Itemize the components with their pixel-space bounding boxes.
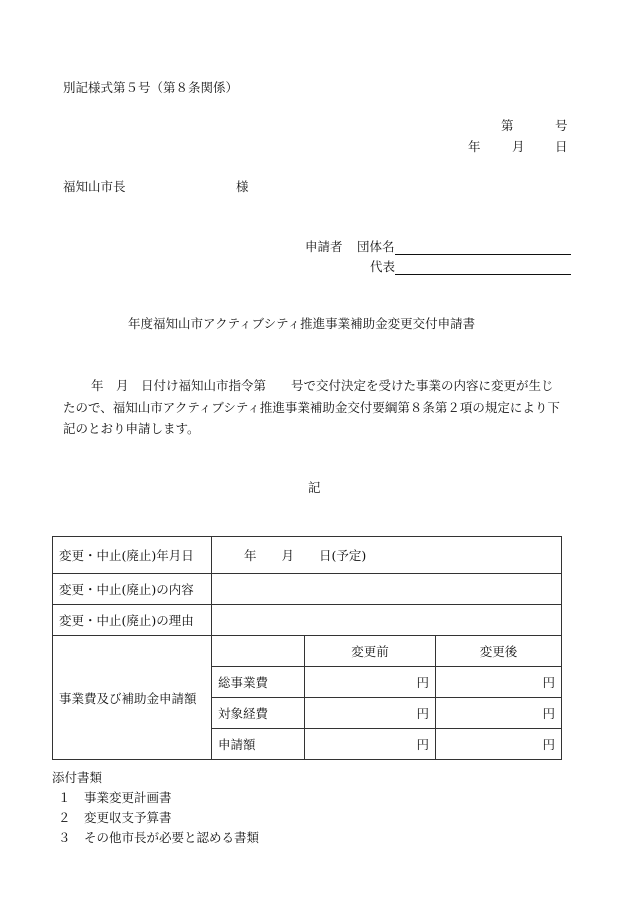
date-year: 年 — [468, 139, 481, 154]
addressee-sama: 様 — [236, 179, 249, 194]
row2-value[interactable] — [212, 574, 562, 605]
row2-label: 変更・中止(廃止)の内容 — [53, 574, 212, 605]
item-num: ３ — [58, 830, 71, 845]
cost-row-label: 対象経費 — [212, 698, 305, 729]
number-go: 号 — [555, 118, 568, 133]
ki-label: 記 — [308, 480, 321, 495]
cost-after-cell[interactable]: 円 — [436, 698, 562, 729]
number-dai: 第 — [501, 118, 514, 133]
item-text: その他市長が必要と認める書類 — [84, 830, 260, 845]
list-item — [52, 808, 259, 828]
document-title: 年度福知山市アクティブシティ推進事業補助金変更交付申請書 — [128, 316, 476, 331]
body-text: 年 月 日付け福知山市指令第 号で交付決定を受けた事業の内容に変更が生じたので、福知山市アクティブシティ推進事業補助金交付要綱第８条第２項の規定により下記のとおり申請します。 — [63, 378, 560, 436]
rep-label: 代表 — [370, 259, 396, 274]
table-row — [53, 574, 562, 605]
org-label: 団体名 — [357, 239, 395, 254]
addressee-name: 福知山市長 — [63, 179, 126, 194]
cost-after-cell[interactable]: 円 — [436, 667, 562, 698]
cost-label: 事業費及び補助金申請額 — [53, 636, 212, 760]
table-row — [53, 636, 562, 667]
form-id: 別記様式第５号（第８条関係） — [63, 80, 239, 95]
row3-value[interactable] — [212, 605, 562, 636]
applicant-org — [357, 239, 571, 255]
row1-value[interactable]: 年 月 日(予定) — [212, 537, 562, 574]
row3-label: 変更・中止(廃止)の理由 — [53, 605, 212, 636]
rep-name-field[interactable] — [395, 259, 571, 275]
body-paragraph — [63, 375, 563, 440]
org-name-field[interactable] — [395, 239, 571, 255]
item-text: 変更収支予算書 — [84, 810, 172, 825]
row1-label: 変更・中止(廃止)年月日 — [53, 537, 212, 574]
item-text: 事業変更計画書 — [84, 790, 172, 805]
table-row — [53, 605, 562, 636]
table-row — [53, 537, 562, 574]
item-num: ２ — [58, 810, 71, 825]
col-after-header: 変更後 — [436, 636, 562, 667]
application-table — [52, 536, 562, 760]
cost-after-cell[interactable]: 円 — [436, 729, 562, 760]
list-item — [52, 788, 259, 808]
cost-before-cell[interactable]: 円 — [305, 667, 436, 698]
cost-before-cell[interactable]: 円 — [305, 729, 436, 760]
date-month: 月 — [512, 139, 525, 154]
list-item — [52, 828, 259, 848]
attachments — [52, 768, 259, 848]
date-day: 日 — [555, 139, 568, 154]
item-num: １ — [58, 790, 71, 805]
cost-before-cell[interactable]: 円 — [305, 698, 436, 729]
cost-row-label: 総事業費 — [212, 667, 305, 698]
applicant-label: 申請者 — [305, 239, 343, 254]
cost-row-label: 申請額 — [212, 729, 305, 760]
applicant-rep — [370, 259, 571, 275]
cost-header-blank — [212, 636, 305, 667]
col-before-header: 変更前 — [305, 636, 436, 667]
attachments-heading: 添付書類 — [52, 770, 103, 785]
